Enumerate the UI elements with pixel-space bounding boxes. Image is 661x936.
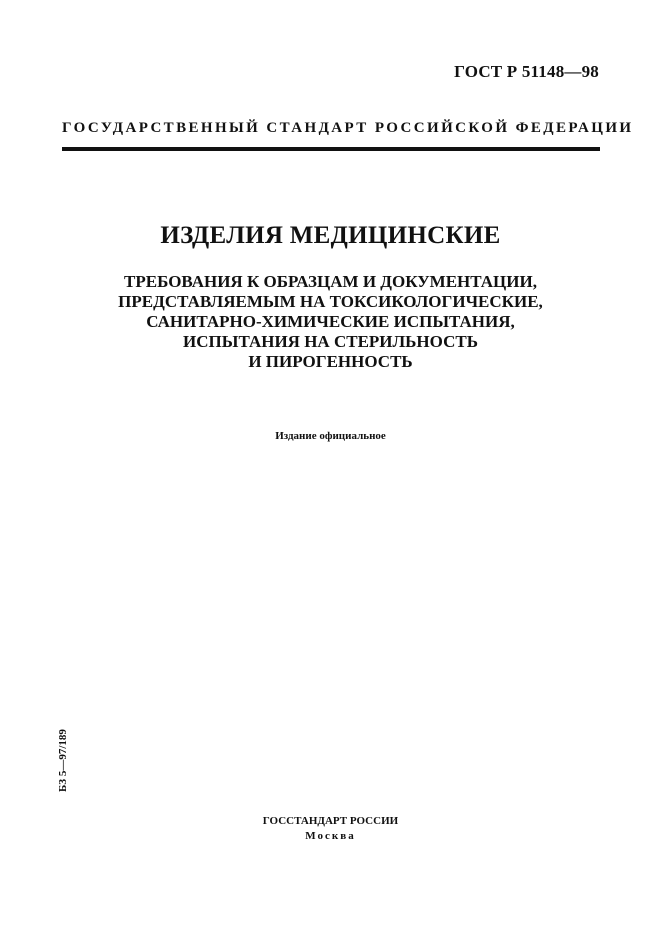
subtitle-line: ПРЕДСТАВЛЯЕМЫМ НА ТОКСИКОЛОГИЧЕСКИЕ, [118, 292, 543, 311]
subtitle-line: САНИТАРНО-ХИМИЧЕСКИЕ ИСПЫТАНИЯ, [146, 312, 515, 331]
subtitle-line: ИСПЫТАНИЯ НА СТЕРИЛЬНОСТЬ [183, 332, 478, 351]
document-subtitle [0, 272, 661, 372]
publisher-name: ГОССТАНДАРТ РОССИИ [262, 815, 399, 827]
header-rule [62, 147, 600, 151]
catalog-code: БЗ 5—97/189 [57, 729, 69, 792]
document-title: ИЗДЕЛИЯ МЕДИЦИНСКИЕ [160, 222, 501, 249]
document-number: ГОСТ Р 51148—98 [454, 62, 599, 81]
subtitle-line: И ПИРОГЕННОСТЬ [248, 352, 413, 371]
standard-header: ГОСУДАРСТВЕННЫЙ СТАНДАРТ РОССИЙСКОЙ ФЕДЕРАЦИИ [62, 120, 634, 136]
subtitle-line: ТРЕБОВАНИЯ К ОБРАЗЦАМ И ДОКУМЕНТАЦИИ, [124, 272, 537, 291]
publisher-block [0, 814, 661, 844]
publisher-city: Москва [305, 830, 356, 842]
edition-label: Издание официальное [275, 430, 386, 442]
